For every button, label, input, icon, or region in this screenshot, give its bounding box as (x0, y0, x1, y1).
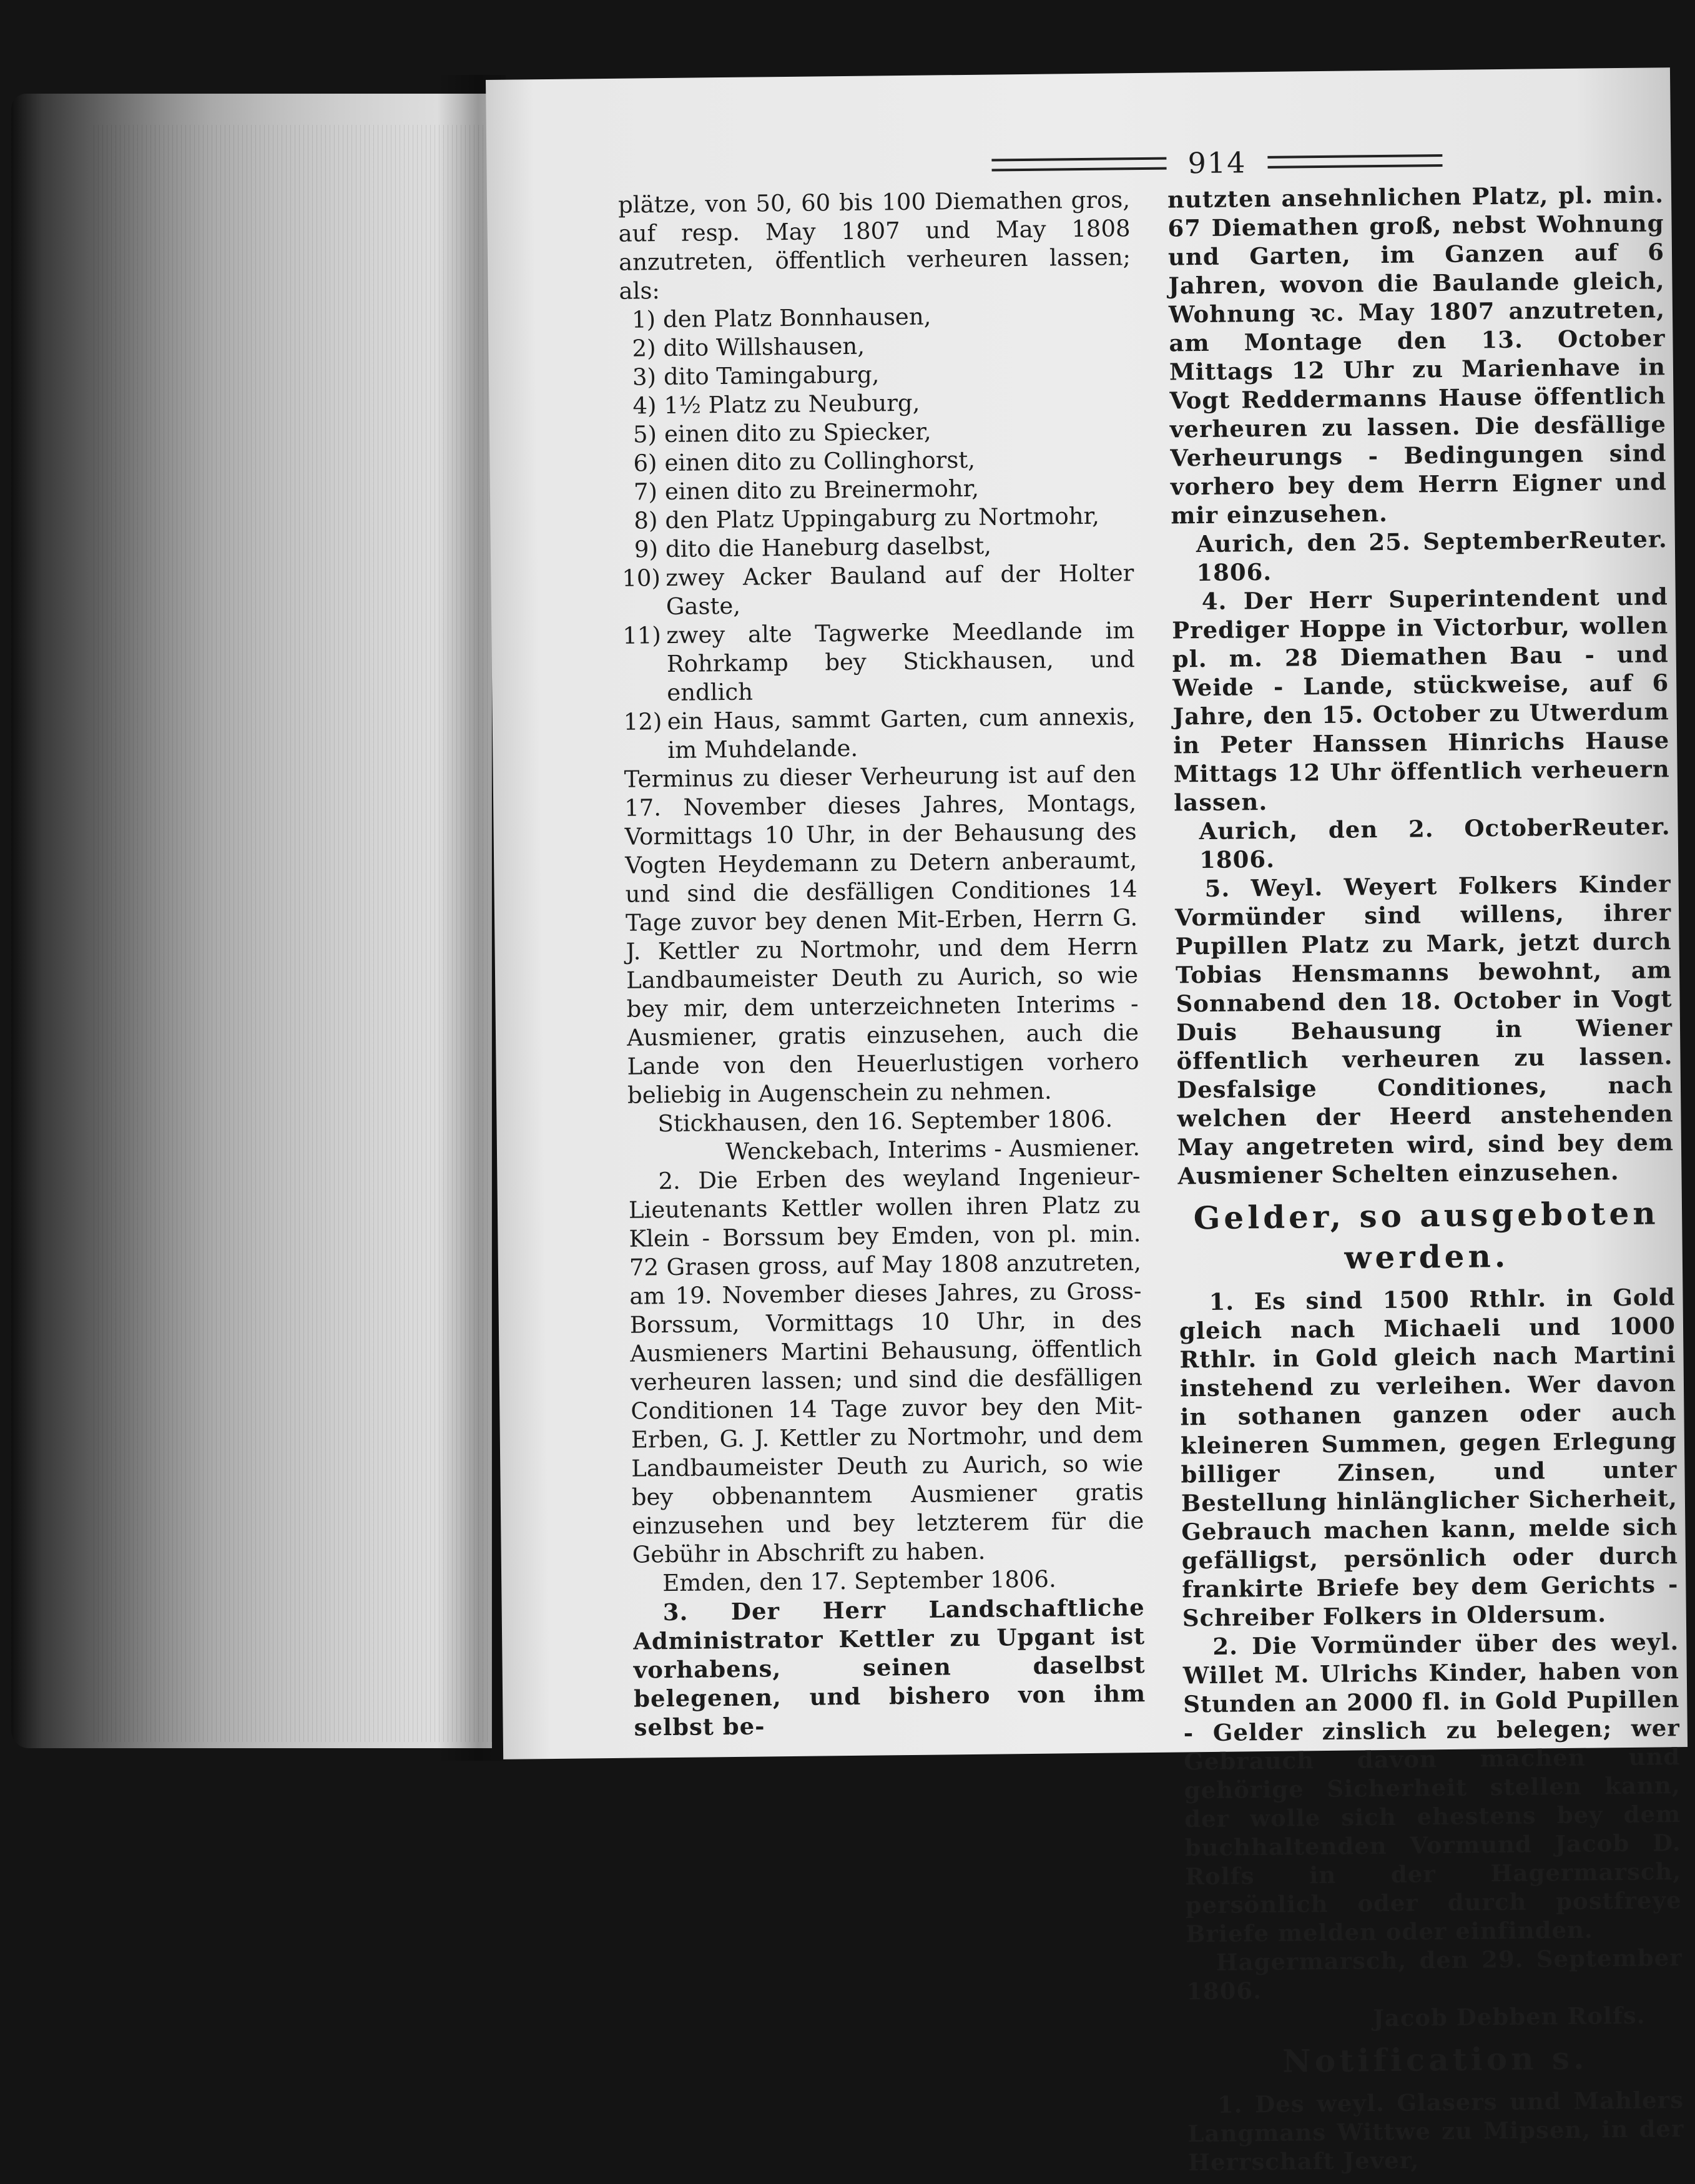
item-text: ein Haus, sammt Garten, cum annexis, im Muhdelande. (667, 703, 1136, 764)
item-number: 11) (622, 622, 662, 649)
section-heading: Gelder, so ausgeboten werden. (1193, 1194, 1659, 1276)
notice-paragraph: 1. Es sind 1500 Rthlr. in Gold gleich nach Michaeli und 1000 Rthlr. in Gold gleich nach Martini instehend zu verleihen. Wer davon in sothanen ganzen oder auch kleineren Summen, gegen Erlegung billiger Zinsen, und unter Bestellung hinlänglicher Sicherheit, Gebrauch machen kann, melde sich gefälligst, persönlich oder durch frankirte Briefe bey dem Gerichts - Schreiber Folkers in Oldersum. (1179, 1283, 1679, 1632)
notice-paragraph: 4. Der Herr Superintendent und Prediger Hoppe in Victorbur, wollen pl. m. 28 Diemathen Bau - und Weide - Lande, stückweise, auf 6 Jahre, den 15. October zu Utwerdum in Peter Hanssen Hinrichs Hause Mittags 12 Uhr öffentlich verheuern lassen. (1172, 583, 1670, 817)
item-number: 8) (634, 507, 658, 534)
item-text: zwey alte Tagwerke Meedlande im Rohrkamp bey Stickhausen, und endlich (666, 617, 1135, 707)
notice-paragraph: 3. Der Herr Landschaftliche Administrator Kettler zu Upgant ist vorhabens, seinen daselbst belegenen, und bishero von ihm selbst be- (632, 1593, 1146, 1741)
header-rule-right (1267, 154, 1442, 169)
item-text: dito die Haneburg daselbst, (665, 532, 992, 563)
item-text: den Platz Uppingaburg zu Nortmohr, (665, 502, 1100, 534)
dateline: Stickhausen, den 16. September 1806. (657, 1105, 1113, 1138)
notice-paragraph: 1. Des weyl. Glasers und Mahlers Langmans Wittwe zu Mipsen, in der Herrschaft Jever, (1187, 2086, 1684, 2177)
item-number: 9) (634, 536, 659, 563)
item-number: 10) (622, 564, 661, 592)
signature: Jacob Debben Rolfs. (1373, 2001, 1646, 2032)
item-number: 7) (633, 478, 658, 506)
item-number: 2) (632, 335, 656, 362)
list-item (622, 559, 1134, 622)
signature: Wenckebach, Interims - Ausmiener. (725, 1134, 1141, 1166)
header-rule-left (991, 157, 1166, 172)
left-column (618, 185, 1146, 1741)
book-page (486, 67, 1688, 2177)
dateline: Hagermarsch, den 29. September 1806. (1186, 1944, 1683, 2005)
item-text: einen dito zu Breinermohr, (664, 475, 980, 506)
item-number: 4) (632, 392, 657, 420)
item-text: einen dito zu Spiecker, (664, 418, 931, 448)
item-number: 6) (633, 450, 657, 477)
page-number: 914 (1187, 145, 1247, 180)
page-edges (94, 125, 493, 1742)
item-text: zwey Acker Bauland auf der Holter Gaste, (666, 559, 1134, 621)
notice-paragraph: nutzten ansehnlichen Platz, pl. min. 67 Diemathen groß, nebst Wohnung und Garten, im Ganzen auf 6 Jahren, wovon die Baulande gleich, Wohnung ꝛc. May 1807 anzutreten, am Montage den 13. October Mittags 12 Uhr zu Marienhave in Vogt Reddermanns Hause öffentlich verheuren zu lassen. Die desfällige Verheurungs - Bedingungen sind vorhero bey dem Herrn Eigner und mir einzusehen. (1167, 180, 1668, 529)
notice-paragraph: 2. Die Erben des weyland Ingenieur-Lieutenants Kettler wollen ihren Platz zu Klein - Borssum bey Emden, von pl. min. 72 Grasen gross, auf May 1808 anzutreten, am 19. November dieses Jahres, zu Gross-Borssum, Vormittags 10 Uhr, in des Ausmieners Martini Behausung, öffentlich verheuren lassen; und sind die desfälligen Conditionen 14 Tage zuvor bey den Mit-Erben, G. J. Kettler zu Nortmohr, und dem Landbaumeister Deuth zu Aurich, so wie bey obbenanntem Ausmiener gratis einzusehen und bey letzterem für die Gebühr in Abschrift zu haben. (628, 1163, 1144, 1568)
notice-paragraph: 5. Weyl. Weyert Folkers Kinder Vormünder sind willens, ihrer Pupillen Platz zu Mark, jetzt durch Tobias Hensmanns bewohnt, am Sonnabend den 18. October in Vogt Duis Behausung in Wiener öffentlich verheuren zu lassen. Desfalsige Conditiones, nach welchen der Heerd anstehenden May angetreten wird, sind bey dem Ausmiener Schelten einzusehen. (1174, 870, 1674, 1190)
right-column (1167, 180, 1684, 2177)
list-item (624, 702, 1136, 765)
left-intro: plätze, von 50, 60 bis 100 Diemathen gros, auf resp. May 1807 und May 1808 anzutreten, öffentlich verheuren lassen; als: (617, 186, 1131, 305)
item-text: den Platz Bonnhausen, (662, 303, 931, 333)
terminus-paragraph: Terminus zu dieser Verheurung ist auf den 17. November dieses Jahres, Montags, Vormittags 10 Uhr, in der Behausung des Vogten Heydemann zu Detern anberaumt, und sind die desfälligen Conditiones 14 Tage zuvor bey denen Mit-Erben, Herrn G. J. Kettler zu Nortmohr, und dem Herrn Landbaumeister Deuth zu Aurich, so wie bey mir, dem unterzeichneten Interims - Ausmiener, gratis einzusehen, auch die Lande von den Heuerlustigen vorhero beliebig in Augenschein zu nehmen. (624, 760, 1139, 1109)
section-heading: Notification s. (1282, 2039, 1588, 2080)
notice-paragraph: 2. Die Vormünder über des weyl. Willet M. Ulrichs Kinder, haben von Stunden an 2000 fl. in Gold Pupillen - Gelder zinslich zu belegen; wer Gebrauch davon machen und gehörige Sicherheit stellen kann, der wolle sich ehestens bey dem buchhaltenden Vormund Jacob D. Rolfs in der Hagermarsch, persönlich oder durch postfreye Briefe melden oder einfinden. (1182, 1628, 1682, 1948)
item-number: 5) (632, 421, 657, 448)
item-text: dito Willshausen, (663, 332, 865, 362)
dateline-row (1171, 524, 1668, 587)
dateline-row (1174, 812, 1671, 874)
item-text: dito Tamingaburg, (663, 361, 880, 391)
item-text: einen dito zu Collinghorst, (664, 446, 976, 477)
dateline: Aurich, den 2. October 1806. (1199, 813, 1573, 874)
list-item (622, 616, 1135, 708)
item-number: 1) (631, 306, 656, 333)
item-number: 3) (632, 363, 657, 391)
signature: Reuter. (1571, 812, 1671, 841)
dateline: Emden, den 17. September 1806. (662, 1565, 1056, 1597)
lease-list (619, 300, 1136, 765)
item-number: 12) (623, 708, 662, 735)
item-text: 1½ Platz zu Neuburg, (664, 389, 920, 420)
signature: Reuter. (1568, 525, 1668, 554)
dateline: Aurich, den 25. September 1806. (1196, 526, 1570, 587)
